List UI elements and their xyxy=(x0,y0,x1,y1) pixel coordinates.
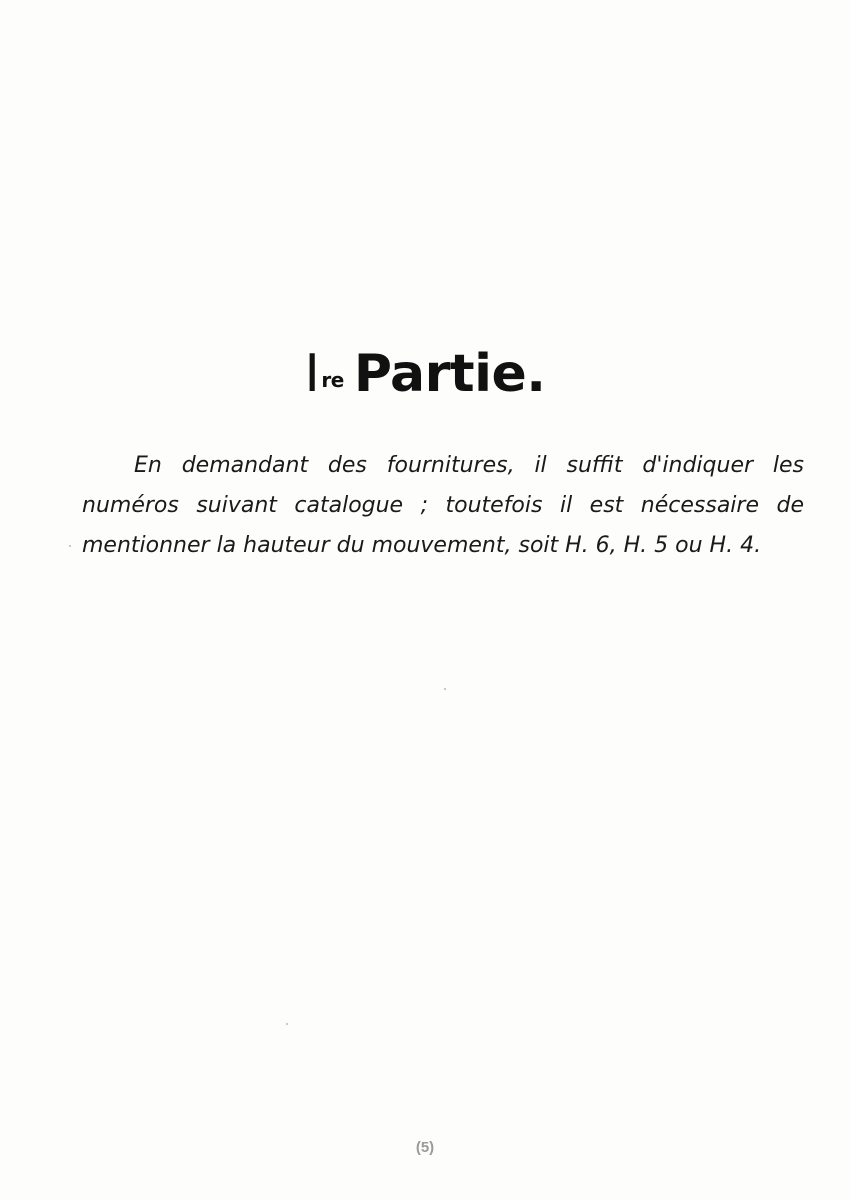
paper-speck xyxy=(286,1023,288,1025)
heading-title: Partie. xyxy=(353,343,546,404)
heading-superscript: re xyxy=(321,367,344,392)
paper-speck xyxy=(69,545,71,547)
section-heading xyxy=(0,338,850,410)
paper-speck xyxy=(444,688,446,690)
page-number: (5) xyxy=(415,1139,435,1156)
heading-numeral: I xyxy=(304,343,320,404)
body-paragraph: En demandant des fournitures, il suffit d'indiquer les numéros suivant catalogue ; toutefois il est nécessaire de mentionner la hauteur du mouvement, soit H. 6, H. 5 ou H. 4. xyxy=(82,453,804,558)
